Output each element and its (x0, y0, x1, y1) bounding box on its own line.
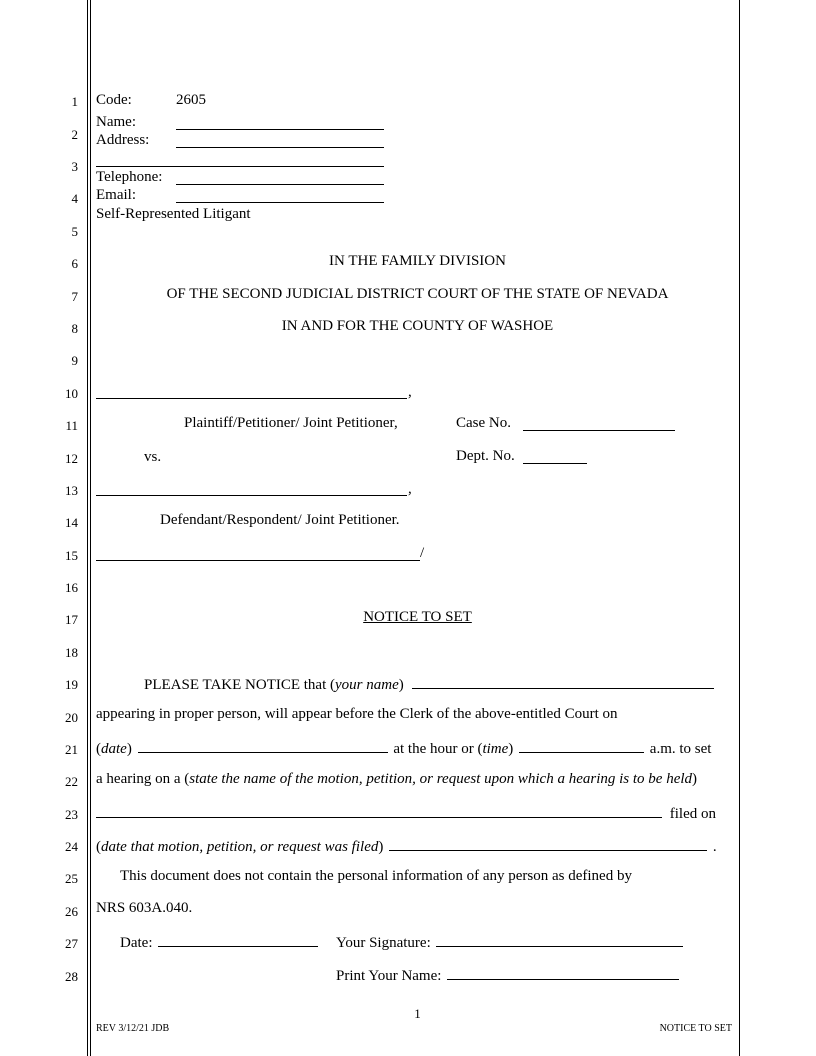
line-number: 4 (71, 191, 78, 206)
body-line-24 (96, 836, 717, 856)
defendant-comma: , (408, 481, 412, 497)
notice-text: ) (692, 771, 698, 787)
left-margin-rule-outer (87, 0, 88, 1056)
notice-text: ) (378, 839, 384, 855)
line-number: 5 (71, 224, 78, 239)
line-number: 21 (65, 742, 78, 757)
time-field[interactable] (519, 738, 644, 753)
plaintiff-label: Plaintiff/Petitioner/ Joint Petitioner, (184, 415, 398, 431)
your-name-hint: your name (335, 677, 399, 693)
case-no-label: Case No. (456, 415, 511, 431)
address-field-line-2[interactable] (96, 166, 384, 167)
court-heading-line-1: IN THE FAMILY DIVISION (329, 253, 506, 269)
line-number: 7 (71, 289, 78, 304)
code-value: 2605 (176, 92, 206, 108)
print-name-row (336, 965, 679, 985)
notice-text: ) (398, 677, 404, 693)
plaintiff-name-field[interactable] (96, 398, 407, 399)
line-number: 6 (71, 256, 78, 271)
line-number: 8 (71, 321, 78, 336)
notice-text: filed on (669, 806, 716, 822)
notice-text: ) (126, 741, 132, 757)
name-label: Name: (96, 114, 136, 130)
notice-text: ) (508, 741, 514, 757)
body-line-22 (96, 771, 697, 788)
footer-revision: REV 3/12/21 JDB (96, 1023, 170, 1034)
litigant-label: Self-Represented Litigant (96, 206, 251, 222)
your-signature-label: Your Signature: (336, 935, 431, 951)
line-number: 2 (71, 127, 78, 142)
telephone-label: Telephone: (96, 169, 163, 185)
footer-title: NOTICE TO SET (659, 1023, 732, 1034)
line-number: 13 (65, 483, 78, 498)
defendant-name-field[interactable] (96, 495, 407, 496)
right-margin-rule (739, 0, 740, 1056)
filed-date-field[interactable] (389, 836, 707, 851)
line-number: 24 (65, 839, 78, 854)
caption-closing-line (96, 560, 420, 561)
body-line-23 (96, 803, 716, 823)
email-field[interactable] (176, 202, 384, 203)
line-number: 28 (65, 969, 78, 984)
your-signature-field[interactable] (436, 932, 683, 947)
defendant-label: Defendant/Respondent/ Joint Petitioner. (160, 512, 400, 528)
line-number: 16 (65, 580, 78, 595)
notice-text: . (712, 839, 717, 855)
court-heading-line-2: OF THE SECOND JUDICIAL DISTRICT COURT OF THE STATE OF NEVADA (166, 286, 669, 302)
notice-text: a.m. to set (649, 741, 712, 757)
caption-closing-slash: / (420, 545, 425, 561)
date-field[interactable] (138, 738, 388, 753)
versus-label: vs. (144, 449, 162, 465)
body-line-19 (144, 674, 714, 694)
line-number: 9 (71, 353, 78, 368)
address-label: Address: (96, 132, 150, 148)
notice-text: ( (96, 741, 101, 757)
date-signed-label: Date: (120, 935, 153, 951)
body-line-25: This document does not contain the personal information of any person as defined by (120, 868, 632, 884)
line-number: 18 (65, 645, 78, 660)
notice-text: a hearing on a ( (96, 771, 190, 787)
body-line-26: NRS 603A.040. (96, 900, 193, 916)
line-number: 27 (65, 936, 78, 951)
print-name-field[interactable] (447, 965, 679, 980)
notice-text: ( (96, 839, 101, 855)
line-number: 3 (71, 159, 78, 174)
left-margin-rule-inner (90, 0, 91, 1056)
dept-no-field[interactable] (523, 463, 587, 464)
line-number: 17 (65, 612, 78, 627)
line-number: 15 (65, 548, 78, 563)
line-number: 19 (65, 677, 78, 692)
motion-name-hint: state the name of the motion, petition, or request upon which a hearing is to be held (189, 771, 693, 787)
telephone-field[interactable] (176, 184, 384, 185)
dept-no-label: Dept. No. (456, 448, 515, 464)
your-signature-row (336, 932, 683, 952)
body-line-21 (96, 738, 711, 758)
line-number: 22 (65, 774, 78, 789)
print-name-label: Print Your Name: (336, 968, 442, 984)
motion-name-field[interactable] (96, 803, 662, 818)
date-signed-field[interactable] (158, 932, 318, 947)
line-number: 25 (65, 871, 78, 886)
line-number: 11 (65, 418, 78, 433)
line-number: 23 (65, 807, 78, 822)
name-field[interactable] (176, 129, 384, 130)
line-number: 1 (71, 94, 78, 109)
email-label: Email: (96, 187, 136, 203)
line-number: 10 (65, 386, 78, 401)
notice-text: PLEASE TAKE NOTICE that ( (144, 677, 336, 693)
page-number: 1 (414, 1006, 421, 1021)
address-field[interactable] (176, 147, 384, 148)
case-no-field[interactable] (523, 430, 675, 431)
document-title: NOTICE TO SET (363, 609, 472, 625)
filed-date-hint: date that motion, petition, or request was filed (101, 839, 379, 855)
line-number: 12 (65, 451, 78, 466)
court-heading-line-3: IN AND FOR THE COUNTY OF WASHOE (281, 318, 554, 334)
date-signed-row (120, 932, 318, 952)
line-number: 26 (65, 904, 78, 919)
code-label: Code: (96, 92, 132, 108)
line-number: 20 (65, 710, 78, 725)
date-hint: date (101, 741, 127, 757)
plaintiff-comma: , (408, 384, 412, 400)
notice-text: at the hour or ( (393, 741, 483, 757)
body-line-20: appearing in proper person, will appear before the Clerk of the above-entitled Court on (96, 706, 618, 722)
line-number: 14 (65, 515, 78, 530)
your-name-field[interactable] (412, 674, 714, 689)
time-hint: time (482, 741, 509, 757)
